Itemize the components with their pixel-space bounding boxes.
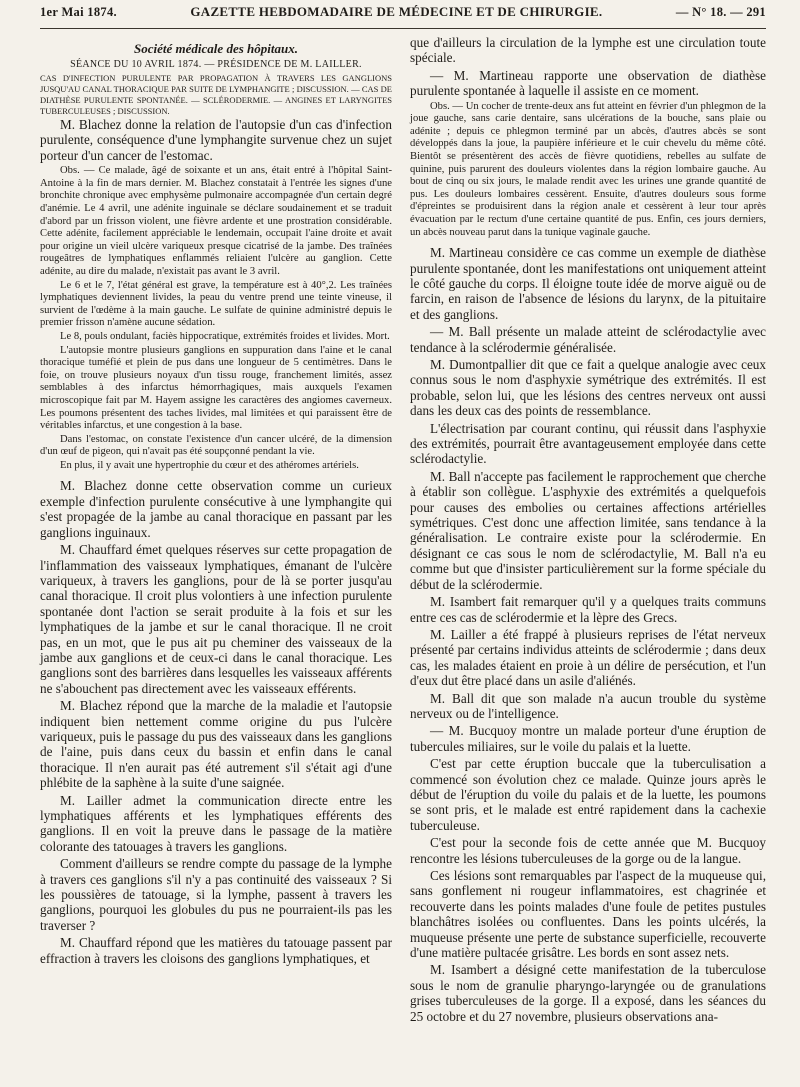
observation-paragraph: En plus, il y avait une hypertrophie du cœur et des athéromes artériels. (60, 459, 359, 471)
journal-title: GAZETTE HEBDOMADAIRE DE MÉDECINE ET DE CHIRURGIE. (190, 4, 603, 19)
paragraph: M. Lailler admet la communication directe entre les lymphatiques afférents et les lymphatiques efférents des ganglions. Il en voit la preuve dans le passage de la matière colorante des tatouages à travers les ganglions. (40, 792, 392, 854)
paragraph: L'électrisation par courant continu, qui réussit dans l'asphyxie des extrémités, pourrait être avantageusement employée dans cette sclérodactylie. (410, 420, 766, 467)
right-column (410, 35, 766, 1026)
paragraph: C'est par cette éruption buccale que la tuberculisation a commencé son évolution chez ce malade. Quinze jours après le début de l'éruption du voile du palais et de la luette, les poumons se sont pris, et le malade est entré rapidement dans la cachexie tuberculeuse. (410, 756, 766, 833)
session-summary: CAS D'INFECTION PURULENTE PAR PROPAGATION À TRAVERS LES GANGLIONS JUSQU'AU CANAL THORACIQUE PAR SUITE DE LYMPHANGITE ; DISCUSSION. — CAS DE DIATHÈSE PURULENTE SPONTANÉE. — SCLÉRODERMIE. — ANGINES ET LARYNGITES TUBERCULEUSES ; DISCUSSION. (40, 73, 392, 116)
paragraph: M. Lailler a été frappé à plusieurs reprises de l'état nerveux présenté par certains individus atteints de sclérodermie ; dans deux cas, les malades étaient en proie à un délire de persécution, et l'un d'eux dut être placé dans un asile d'aliénés. (410, 626, 766, 689)
observation-paragraph: Le 8, pouls ondulant, faciès hippocratique, extrémités froides et livides. Mort. (60, 330, 390, 342)
paragraph: M. Martineau considère ce cas comme un exemple de diathèse purulente spontanée, dont les manifestations ont uniquement atteint le côté gauche du corps. Il éloigne toute idée de morve aiguë ou de farcin, en raison de l'absence de lésions du larynx, de la pituitaire et des ganglions. (410, 245, 766, 322)
paragraph: — M. Ball présente un malade atteint de sclérodactylie avec tendance à la sclérodermie généralisée. (410, 324, 766, 355)
page-header (40, 4, 766, 29)
text-columns (40, 35, 766, 1026)
section-title: Société médicale des hôpitaux. (134, 41, 298, 56)
paragraph: M. Chauffard émet quelques réserves sur cette propagation de l'inflammation des vaisseaux lymphatiques, émanant de l'ulcère variqueux, à travers les ganglions, pour de là se porter jusqu'au canal thoracique. Il croit plus volontiers à une infection purulente spontanée dont l'action se serait produite à la fois et sur les lymphatiques de la jambe et sur le canal thoracique. Il ne croit pas, en un mot, que le pus ait pu cheminer des vaisseaux de la jambe aux ganglions et de ceux-ci dans le canal thoracique. Les ganglions sont des barrières dans lesquelles les vaisseaux afférents ne s'abouchent pas directement avec les vaisseaux efférents. (40, 542, 392, 696)
paragraph: M. Isambert a désigné cette manifestation de la tuberculose sous le nom de granulie pharyngo-laryngée ou de granulations grises tuberculeuses de la gorge. Il a exposé, dans les séances du 25 octobre et du 27 novembre, plusieurs observations ana- (410, 962, 766, 1024)
paragraph: Comment d'ailleurs se rendre compte du passage de la lymphe à travers ces ganglions s'il n'y a pas continuité des vaisseaux ? Si les poussières de tatouage, si la lymphe, passent à travers les ganglions, pourquoi les globules du pus ne pourraient-ils pas les traverser ? (40, 856, 392, 933)
issue-number-page: — N° 18. — 291 (675, 5, 766, 19)
paragraph: M. Ball dit que son malade n'a aucun trouble du système nerveux ou de l'intelligence. (410, 690, 766, 721)
observation-paragraph: Le 6 et le 7, l'état général est grave, la température est à 40°,2. Les traînées lymphatiques deviennent livides, la peau du ventre prend une teinte vineuse, il survient de l'œdème à la main gauche. Le sulfate de quinine administré depuis le premier frisson n'amène aucune sédation. (40, 279, 392, 329)
paragraph: M. Dumontpallier dit que ce fait a quelque analogie avec ceux connus sous le nom d'asphyxie symétrique des extrémités. Il est probable, selon lui, que les lésions des centres nerveux ont aussi dans les deux cas des points de ressemblance. (410, 357, 766, 419)
paragraph: M. Blachez donne la relation de l'autopsie d'un cas d'infection purulente, conséquence d'une lymphangite survenue chez un sujet porteur d'un cancer de l'estomac. (40, 117, 392, 163)
paragraph: Ces lésions sont remarquables par l'aspect de la muqueuse qui, sans gonflement ni rougeur inflammatoires, est chagrinée et recouverte dans les points malades d'une foule de petites pustules blanchâtres isolées ou confluentes. Dans les points ulcérés, la muqueuse présente une perte de substance superficielle, recouverte d'une matière pultacée grisâtre. Les bords en sont assez nets. (410, 868, 766, 961)
paragraph: M. Blachez donne cette observation comme un curieux exemple d'infection purulente consécutive à une lymphangite qui s'est propagée de la jambe au canal thoracique en passant par les ganglions inguinaux. (40, 478, 392, 540)
paragraph: C'est pour la seconde fois de cette année que M. Bucquoy rencontre les lésions tuberculeuses de la gorge ou de la langue. (410, 835, 766, 866)
issue-date: 1er Mai 1874. (40, 5, 117, 19)
paragraph: que d'ailleurs la circulation de la lymphe est une circulation toute spéciale. (410, 35, 766, 66)
observation-paragraph: Dans l'estomac, on constate l'existence d'un cancer ulcéré, de la dimension d'un œuf de pigeon, qui n'avait pas été soupçonné pendant la vie. (40, 433, 392, 458)
left-column (40, 35, 392, 1026)
paragraph: M. Blachez répond que la marche de la maladie et l'autopsie indiquent bien nettement comme origine du pus l'ulcère variqueux, puis le passage du pus des vaisseaux dans les ganglions de l'aine, puis dans ceux du bassin et enfin dans le canal thoracique. Il n'en aurait pas été autrement s'il s'était agi d'une phlébite de la saphène à la suite d'une saignée. (40, 698, 392, 791)
paragraph: M. Ball n'accepte pas facilement le rapprochement que cherche à établir son collègue. L'asphyxie des extrémités a quelquefois pour causes des embolies ou certaines affections artérielles symétriques. C'est donc une affection limitée, sans tendance à la généralisation. Le contraire existe pour la sclérodermie. En désignant ce cas sous le nom de sclérodactylie, M. Ball n'a eu comme but que d'insister particulièrement sur la forme spéciale du début de la sclérodermie. (410, 468, 766, 592)
paragraph: M. Chauffard répond que les matières du tatouage passent par effraction à travers les cloisons des ganglions lymphatiques, et (40, 935, 392, 966)
observation-paragraph: Obs. — Ce malade, âgé de soixante et un ans, était entré à l'hôpital Saint-Antoine à la fin de mars dernier. M. Blachez constatait à l'entrée les signes d'une bronchite chronique avec emphysème pulmonaire accompagnée d'un certain degré d'anémie. Le 4 avril, une adénite inguinale se déclare soudainement et se traduit d'abord par un frisson violent, une fièvre ardente et une prostration considérable. Cette adénite, facilement appréciable le lendemain, occupait l'aine droite et avait pour origine un vieil ulcère variqueux presque cicatrisé de la jambe. Des traînées rougeâtres de lymphatiques enflammés reliaient l'ulcère au ganglion. Cette adénite, au dire du malade, n'existait pas avant le 3 avril. (40, 165, 392, 277)
paragraph: — M. Bucquoy montre un malade porteur d'une éruption de tubercules miliaires, sur le voile du palais et la luette. (410, 723, 766, 754)
observation-paragraph: Obs. — Un cocher de trente-deux ans fut atteint en février d'un phlegmon de la joue gauche, sans carie dentaire, sans ulcérations de la bouche, sans plaie ou adénite ; depuis ce phlegmon terminé par un abcès, d'autres abcès se sont développés dans la joue, la paupière inférieure et le cuir chevelu du même côté. Bientôt se présentèrent des accès de fièvre quotidiens, rebelles au sulfate de quinine, puis parurent des douleurs violentes dans la région lombaire gauche. Au bout de cinq ou six jours, le malade rendit avec les urines une grande quantité de pus. Les douleurs lombaires cessèrent. Ensuite, d'autres douleurs sous forme d'épreintes se produisirent dans la région anale et cessèrent à leur tour après évacuation par le rectum d'une certaine quantité de pus. Enfin, ces jours derniers, un abcès nouveau parut dans la tunique vaginale gauche. (410, 100, 766, 238)
observation-paragraph: L'autopsie montre plusieurs ganglions en suppuration dans l'aine et le canal thoracique tuméfié et plein de pus dans une longueur de 5 centimètres. Dans le foie, on trouve plusieurs noyaux d'un tissu rouge, franchement limités, assez semblables à des infarctus hémorrhagiques, mais auxquels l'examen microscopique fait par M. Hayem assigne les caractères des angiomes caverneux. Les poumons présentent des taches livides, mal limitées et qui paraissent être de véritables infarctus, et une congestion à la base. (40, 344, 392, 432)
paragraph: M. Isambert fait remarquer qu'il y a quelques traits communs entre ces cas de sclérodermie et la lèpre des Grecs. (410, 594, 766, 625)
seance-line: SÉANCE DU 10 AVRIL 1874. — PRÉSIDENCE DE M. LAILLER. (70, 59, 362, 70)
paragraph: — M. Martineau rapporte une observation de diathèse purulente spontanée à laquelle il assiste en ce moment. (410, 67, 766, 99)
